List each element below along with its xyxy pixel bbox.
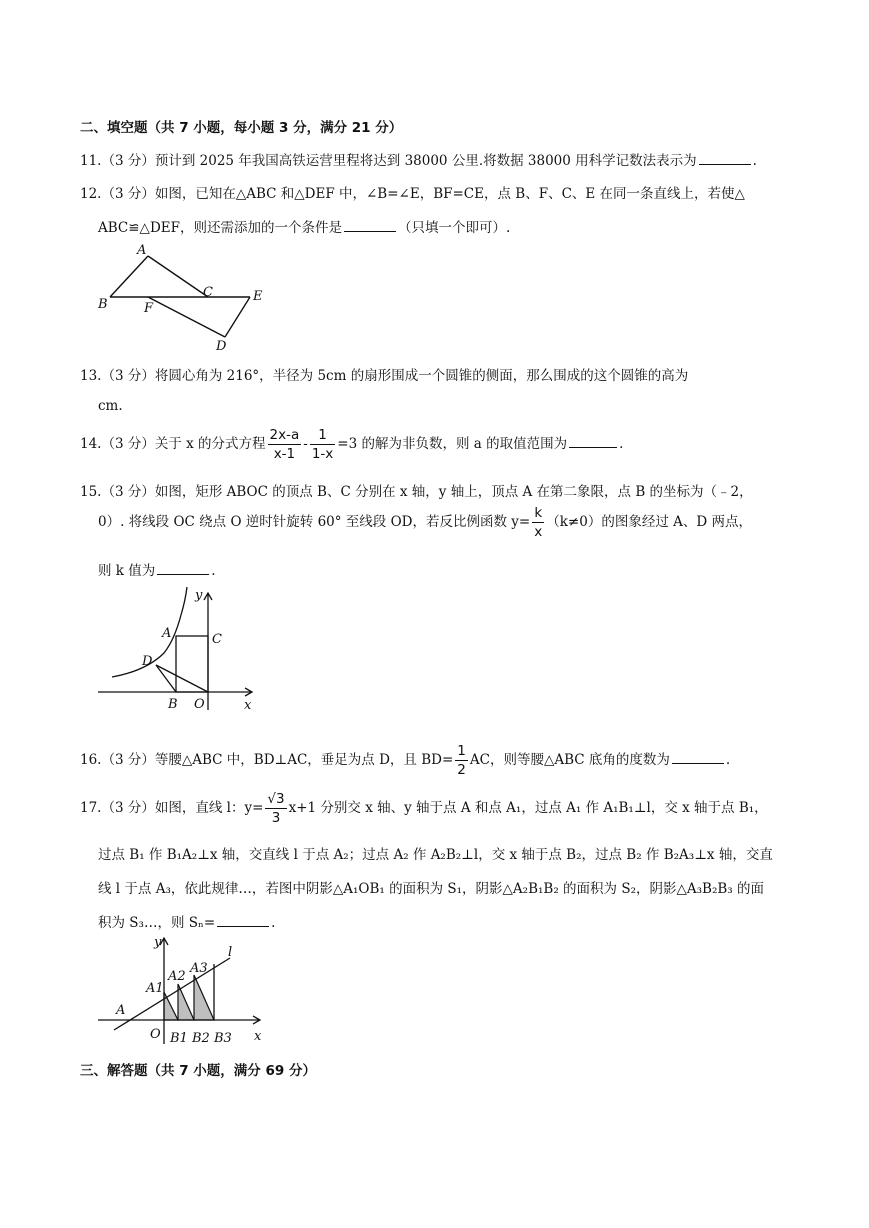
- q15-label-y: y: [195, 588, 203, 603]
- q17-label-a3: A3: [190, 961, 208, 976]
- q12-text-a: ABC≌△DEF，则还需添加的一个条件是: [98, 220, 342, 236]
- q12-label-e: E: [253, 289, 263, 304]
- q16-prefix: 16.（3 分）等腰△ABC 中，BD⊥AC，垂足为点 D，且 BD=: [80, 752, 454, 768]
- q15-label-x: x: [244, 698, 252, 713]
- question-15-line3: [98, 559, 216, 579]
- question-17-line3: 线 l 于点 A₃，依此规律…，若图中阴影△A₁OB₁ 的面积为 S₁，阴影△A₂B₁B₂ 的面积为 S₂，阴影△A₃B₂B₃ 的面: [98, 881, 764, 897]
- q16-f-denominator: 2: [457, 762, 466, 778]
- q11-text: 11.（3 分）预计到 2025 年我国高铁运营里程将达到 38000 公里.将数据 38000 用科学记数法表示为: [80, 153, 697, 169]
- q15-label-o: O: [194, 697, 205, 712]
- q17-prefix: 17.（3 分）如图，直线 l：y=: [80, 800, 264, 816]
- q14-f2-denominator: 1-x: [311, 446, 334, 462]
- q17-label-x: x: [254, 1029, 262, 1044]
- q15-label-d: D: [142, 654, 153, 669]
- q15-text-c: 则 k 值为: [98, 563, 156, 579]
- q16-mid: AC，则等腰△ABC 底角的度数为: [469, 752, 670, 768]
- question-17-line4: [98, 911, 275, 931]
- q12-label-a: A: [137, 243, 147, 258]
- q12-answer-blank[interactable]: [344, 230, 396, 232]
- q17-fraction: [265, 790, 286, 827]
- question-12-line2: [98, 216, 510, 236]
- q17-label-b1: B1: [170, 1031, 188, 1046]
- q12-label-f: F: [144, 301, 154, 316]
- q15-text-b: （k≠0）的图象经过 A、D 两点，: [546, 514, 752, 530]
- q12-text-b: （只填一个即可）.: [398, 220, 511, 236]
- question-14: [80, 426, 623, 463]
- q17-figure: [94, 932, 274, 1052]
- q17-label-l: l: [228, 945, 233, 960]
- q16-end: .: [725, 752, 731, 768]
- question-17-line1: [80, 790, 768, 827]
- q14-minus: -: [303, 436, 308, 452]
- section-3-title: 三、解答题（共 7 小题，满分 69 分）: [80, 1063, 316, 1079]
- q15-f-numerator: k: [532, 504, 544, 523]
- q17-label-b3: B3: [214, 1031, 232, 1046]
- q12-label-d: D: [216, 339, 227, 354]
- q12-label-c: C: [203, 285, 213, 300]
- q14-eq: =3 的解为非负数，则 a 的取值范围为: [337, 436, 568, 452]
- q17-f-denominator: 3: [271, 810, 281, 826]
- question-12-line1: 12.（3 分）如图，已知在△ABC 和△DEF 中，∠B=∠E，BF=CE，点 B、F、C、E 在同一条直线上，若使△: [80, 186, 745, 202]
- q14-f1-denominator: x-1: [273, 446, 296, 462]
- question-13-line2: cm.: [98, 398, 123, 414]
- q14-f1-numerator: 2x-a: [269, 427, 300, 443]
- q17-label-a1: A1: [146, 981, 164, 996]
- q17-text-c: 积为 S₃…，则 Sₙ=: [98, 915, 216, 931]
- q15-figure: [94, 585, 264, 715]
- q14-end: .: [619, 436, 624, 452]
- q15-text-a: 0）. 将线段 OC 绕点 O 逆时针旋转 60° 至线段 OD，若反比例函数 y=: [98, 514, 531, 530]
- q16-fraction: [455, 742, 468, 779]
- q17-f-numerator: √3: [267, 791, 285, 807]
- question-16: [80, 742, 730, 779]
- q15-label-b: B: [168, 697, 178, 712]
- q15-label-c: C: [212, 632, 222, 647]
- q14-prefix: 14.（3 分）关于 x 的分式方程: [80, 436, 266, 452]
- q14-f2-numerator: 1: [310, 426, 335, 445]
- q15-answer-blank[interactable]: [157, 573, 209, 575]
- q11-end: .: [752, 153, 757, 169]
- question-15-line1: 15.（3 分）如图，矩形 ABOC 的顶点 B、C 分别在 x 轴，y 轴上，顶点 A 在第二象限，点 B 的坐标为（﹣2，: [80, 484, 753, 500]
- question-13-line1: 13.（3 分）将圆心角为 216°，半径为 5cm 的扇形围成一个圆锥的侧面，那么围成的这个圆锥的高为: [80, 368, 689, 384]
- q17-answer-blank[interactable]: [217, 925, 269, 927]
- section-2-title: 二、填空题（共 7 小题，每小题 3 分，满分 21 分）: [80, 120, 403, 136]
- q12-figure: [90, 240, 280, 355]
- q15-label-a: A: [162, 626, 172, 641]
- q17-label-y: y: [154, 935, 162, 950]
- q14-fraction-1: [268, 426, 302, 463]
- q17-end: .: [271, 915, 276, 931]
- q17-label-a2: A2: [168, 969, 186, 984]
- q17-label-b2: B2: [192, 1031, 210, 1046]
- q14-fraction-2: [310, 426, 335, 463]
- q17-text-b: x+1 分别交 x 轴、y 轴于点 A 和点 A₁，过点 A₁ 作 A₁B₁⊥l，交 x 轴于点 B₁，: [288, 800, 768, 816]
- question-11: [80, 149, 757, 169]
- question-17-line2: 过点 B₁ 作 B₁A₂⊥x 轴，交直线 l 于点 A₂；过点 A₂ 作 A₂B₂⊥l，交 x 轴于点 B₂，过点 B₂ 作 B₂A₃⊥x 轴，交直: [98, 847, 773, 863]
- q11-answer-blank[interactable]: [699, 163, 751, 165]
- q17-label-a: A: [116, 1003, 126, 1018]
- q15-fraction: [532, 504, 544, 541]
- q17-label-o: O: [150, 1027, 161, 1042]
- q16-answer-blank[interactable]: [672, 762, 724, 764]
- q15-f-denominator: x: [534, 524, 543, 540]
- q12-label-b: B: [98, 297, 108, 312]
- q15-end: .: [211, 563, 216, 579]
- q14-answer-blank[interactable]: [569, 446, 617, 448]
- question-15-line2: [98, 504, 752, 541]
- q16-f-numerator: 1: [457, 743, 466, 759]
